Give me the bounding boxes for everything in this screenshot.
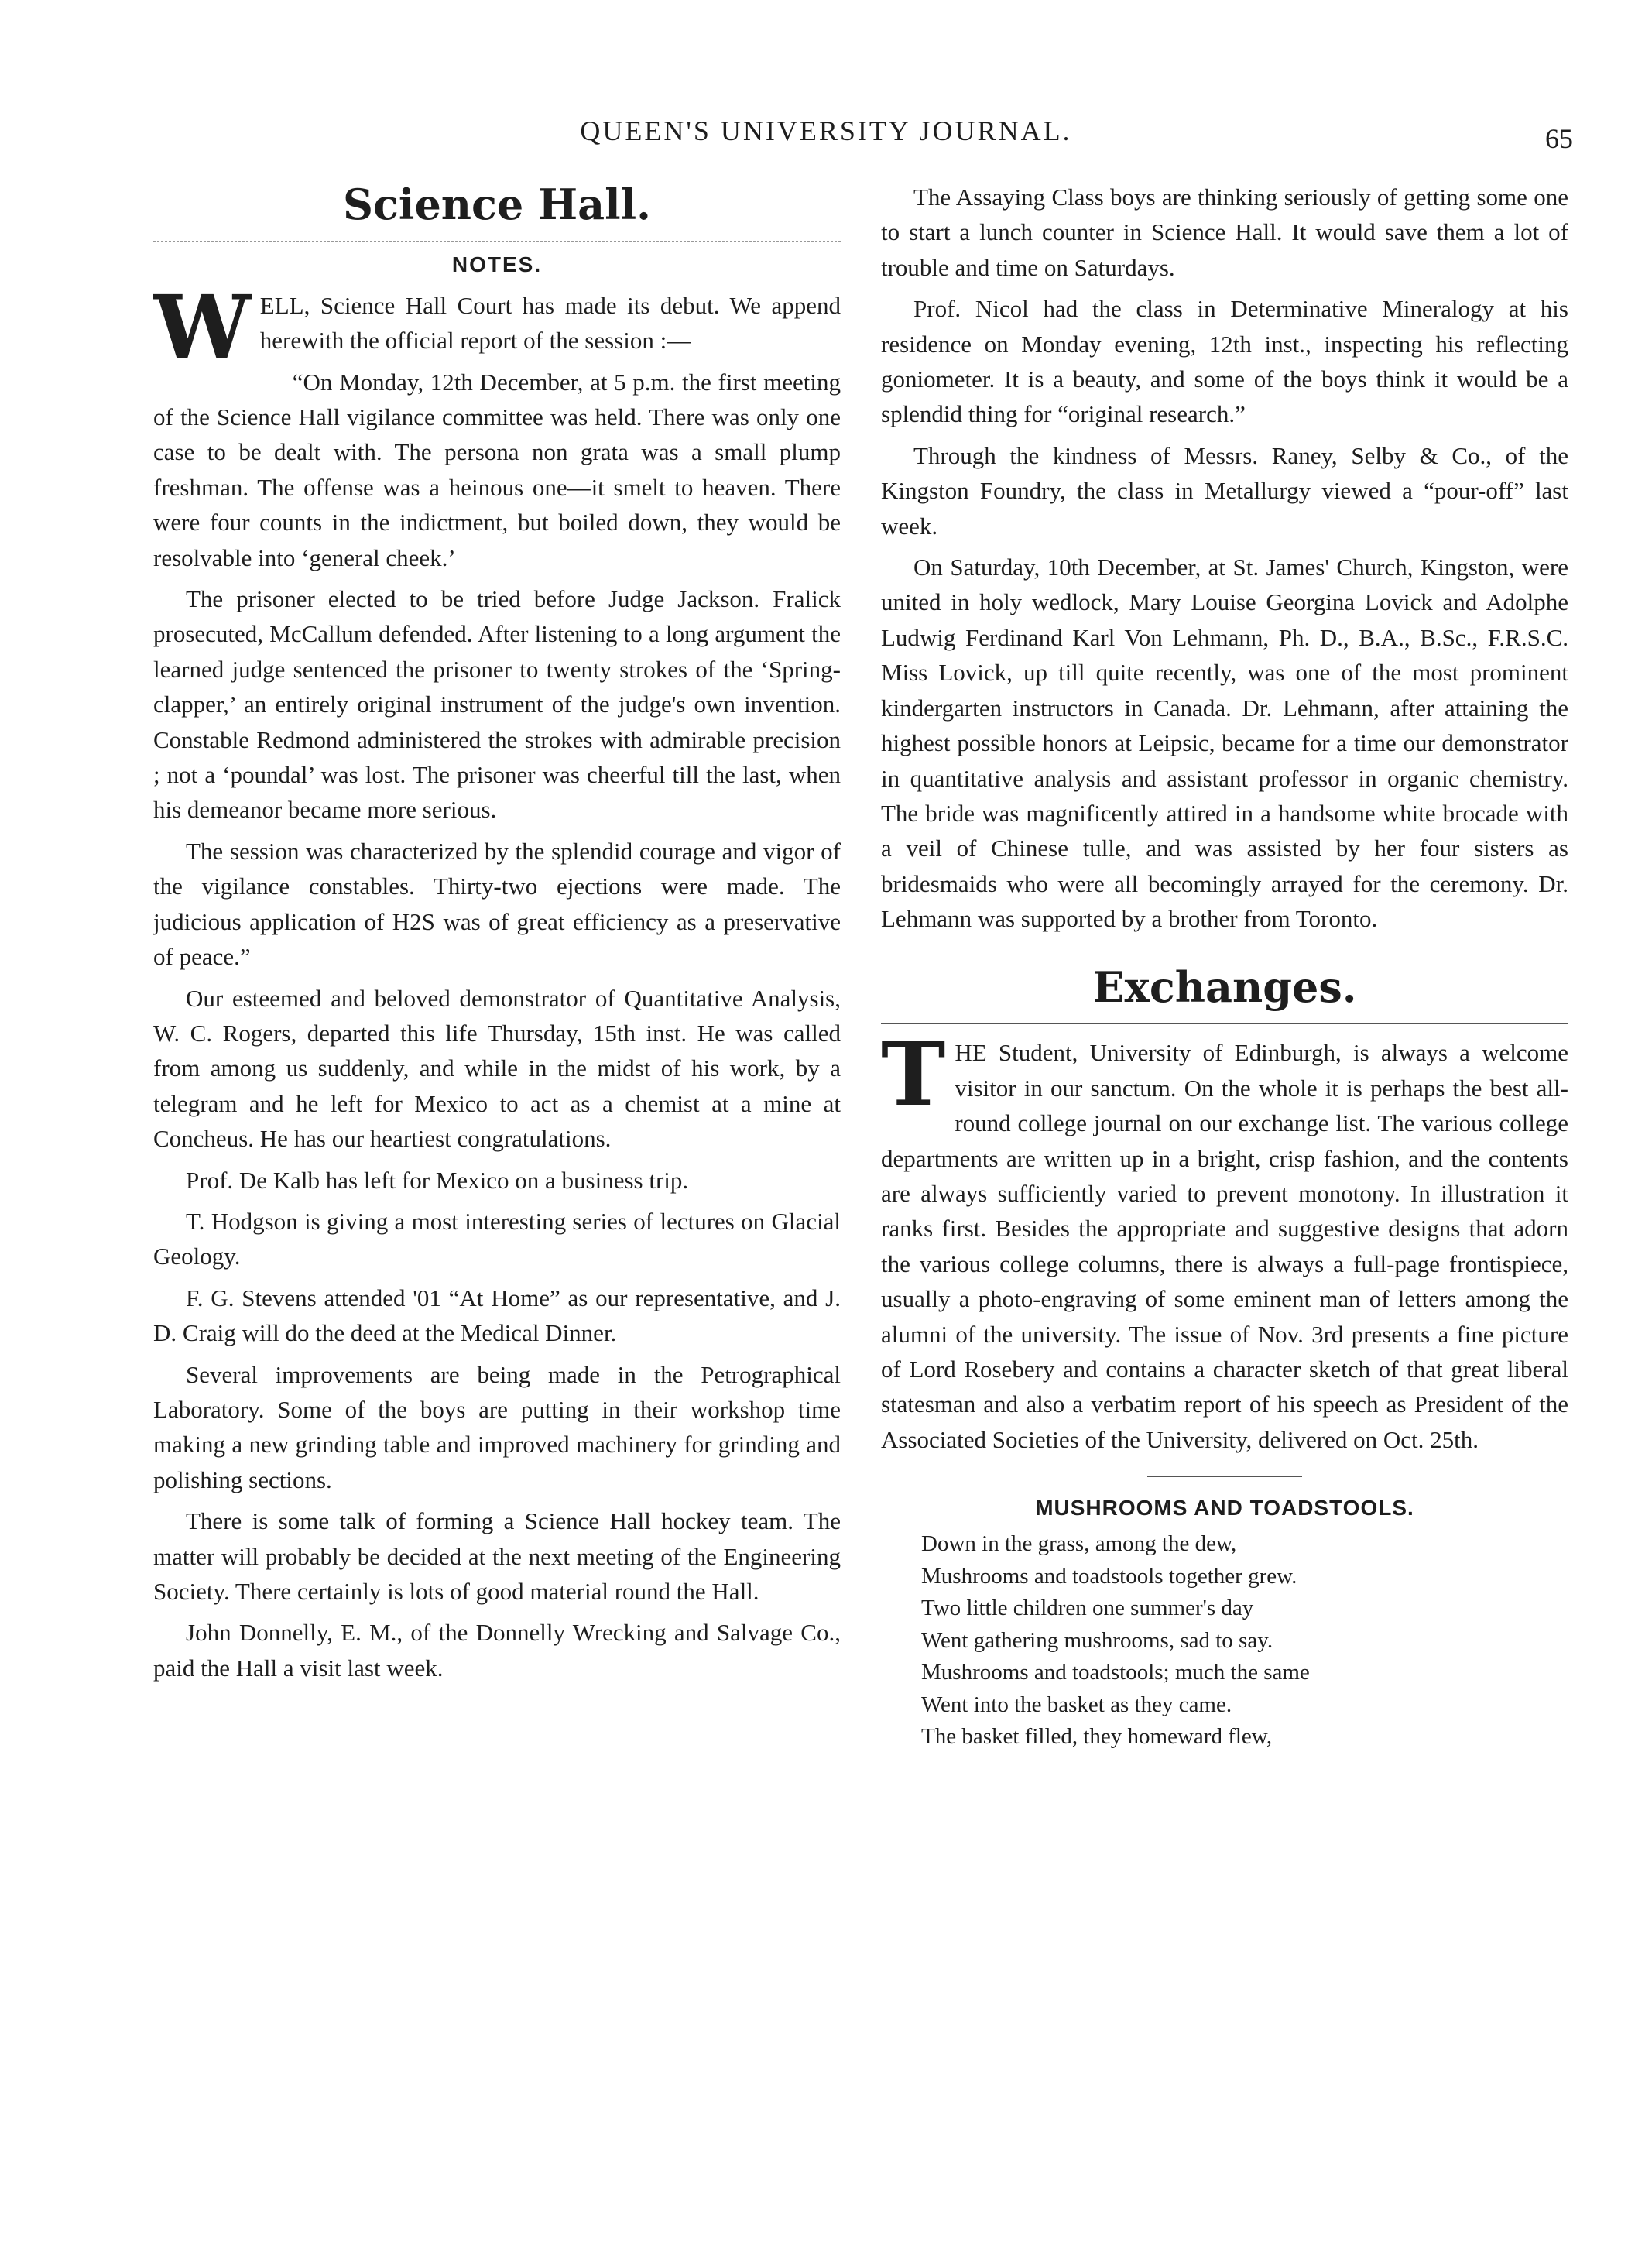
poem-title: MUSHROOMS AND TOADSTOOLS.	[1035, 1496, 1414, 1520]
paragraph-meeting: “On Monday, 12th December, at 5 p.m. the first meeting of the Science Hall vigilance committee was held. There was only one case to be dealt with. The persona non grata was a small plump freshman. The offense was a heinous one—it smelt to heaven. There were four counts in the indictment, but boiled down, they would be resolvable into ‘general cheek.’	[153, 368, 841, 571]
science-hall-title: Science Hall.	[343, 180, 651, 229]
poem-divider	[1147, 1476, 1302, 1477]
dropcap-w: W	[153, 276, 251, 379]
paragraph-debut: WELL, Science Hall Court has made its debut. We append herewith the official report of the session :—	[153, 276, 841, 379]
paragraph-rogers: Our esteemed and beloved demonstrator of Quantitative Analysis, W. C. Rogers, departed this life Thursday, 15th inst. He was called from among us suddenly, and while in the midst of his work, by a telegram and he left for Mexico to act as a chemist at a mine at Concheus. He has our heartiest congratulations.	[153, 984, 841, 1153]
poem-line: Went gathering mushrooms, sad to say.	[921, 1627, 1273, 1653]
paragraph-de-kalb: Prof. De Kalb has left for Mexico on a business trip.	[186, 1166, 689, 1194]
paragraph-stevens: F. G. Stevens attended '01 “At Home” as our representative, and J. D. Craig will do the deed at the Medical Dinner.	[153, 1284, 841, 1347]
exchanges-title-rule	[881, 1023, 1568, 1024]
poem-line: Two little children one summer's day	[921, 1596, 1254, 1621]
poem-line: The basket filled, they homeward flew,	[921, 1724, 1273, 1750]
exchanges-title: Exchanges.	[1092, 962, 1357, 1012]
running-title: QUEEN'S UNIVERSITY JOURNAL.	[580, 115, 1072, 146]
title-divider	[153, 241, 841, 242]
paragraph-donnelly: John Donnelly, E. M., of the Donnelly Wrecking and Salvage Co., paid the Hall a visit last week.	[153, 1619, 841, 1682]
paragraph-laboratory: Several improvements are being made in the Petrographical Laboratory. Some of the boys are putting in their workshop time making a new grinding table and improved machinery for grinding and polishing sections.	[153, 1360, 841, 1493]
paragraph-assaying: The Assaying Class boys are thinking seriously of getting some one to start a lunch counter in Science Hall. It would save them a lot of trouble and time on Saturdays.	[881, 183, 1568, 281]
page-number: 65	[1545, 123, 1573, 154]
poem-line: Down in the grass, among the dew,	[921, 1531, 1237, 1557]
left-column	[153, 180, 841, 1685]
poem-line: Mushrooms and toadstools together grew.	[921, 1563, 1297, 1589]
paragraph-prisoner: The prisoner elected to be tried before Judge Jackson. Fralick prosecuted, McCallum defended. After listening to a long argument the learned judge sentenced the prisoner to twenty strokes of the ‘Spring-clapper,’ an entirely original instrument of the judge's own invention. Constable Redmond administered the strokes with admirable precision ; not a ‘poundal’ was lost. The prisoner was cheerful till the last, when his demeanor became more serious.	[153, 585, 841, 824]
notes-heading: NOTES.	[451, 252, 543, 276]
paragraph-nicol: Prof. Nicol had the class in Determinative Mineralogy at his residence on Monday evening, 12th inst., inspecting his reflecting goniometer. It is a beauty, and some of the boys think it would be a splendid thing for “original research.”	[881, 295, 1568, 428]
paragraph-foundry: Through the kindness of Messrs. Raney, Selby & Co., of the Kingston Foundry, the class in Metallurgy viewed a “pour-off” last week.	[881, 441, 1568, 540]
poem-line: Went into the basket as they came.	[921, 1692, 1232, 1717]
poem	[881, 1528, 1568, 1753]
paragraph-student: THE Student, University of Edinburgh, is always a welcome visitor in our sanctum. On the whole it is perhaps the best all-round college journal on our exchange list. The various college departments are written up in a bright, crisp fashion, and the contents are always sufficiently varied to prevent monotony. In illustration it ranks first. Besides the appropriate and suggestive designs that adorn the various college columns, there is always a full-page frontispiece, usually a photo-engraving of some eminent man of letters among the alumni of the university. The issue of Nov. 3rd presents a fine picture of Lord Rosebery and contains a character sketch of that great liberal statesman and also a verbatim report of his speech as President of the Associated Societies of the University, delivered on Oct. 25th.	[881, 1024, 1568, 1453]
paragraph-wedding: On Saturday, 10th December, at St. James' Church, Kingston, were united in holy wedlock, Mary Louise Georgina Lovick and Adolphe Ludwig Ferdinand Karl Von Lehmann, Ph. D., B.A., B.Sc., F.R.S.C. Miss Lovick, up till quite recently, was one of the most prominent kindergarten instructors in Canada. Dr. Lehmann, after attaining the highest possible honors at Leipsic, became for a time our demonstrator in quantitative analysis and assistant professor in organic chemistry. The bride was magnificently attired in a handsome white brocade with a veil of Chinese tulle, and was assisted by her four sisters as bridesmaids who were all becomingly arrayed for the ceremony. Dr. Lehmann was supported by a brother from Toronto.	[881, 554, 1568, 933]
right-column	[881, 180, 1568, 1753]
poem-line: Mushrooms and toadstools; much the same	[921, 1660, 1310, 1685]
paragraph-session: The session was characterized by the splendid courage and vigor of the vigilance constables. Thirty-two ejections were made. The judicious application of H2S was of great efficiency as a preservative of peace.”	[153, 837, 841, 971]
paragraph-hodgson: T. Hodgson is giving a most interesting series of lectures on Glacial Geology.	[153, 1207, 841, 1270]
paragraph-hockey: There is some talk of forming a Science Hall hockey team. The matter will probably be decided at the next meeting of the Engineering Society. There certainly is lots of good material round the Hall.	[153, 1507, 841, 1606]
dropcap-t: T	[881, 1024, 946, 1126]
